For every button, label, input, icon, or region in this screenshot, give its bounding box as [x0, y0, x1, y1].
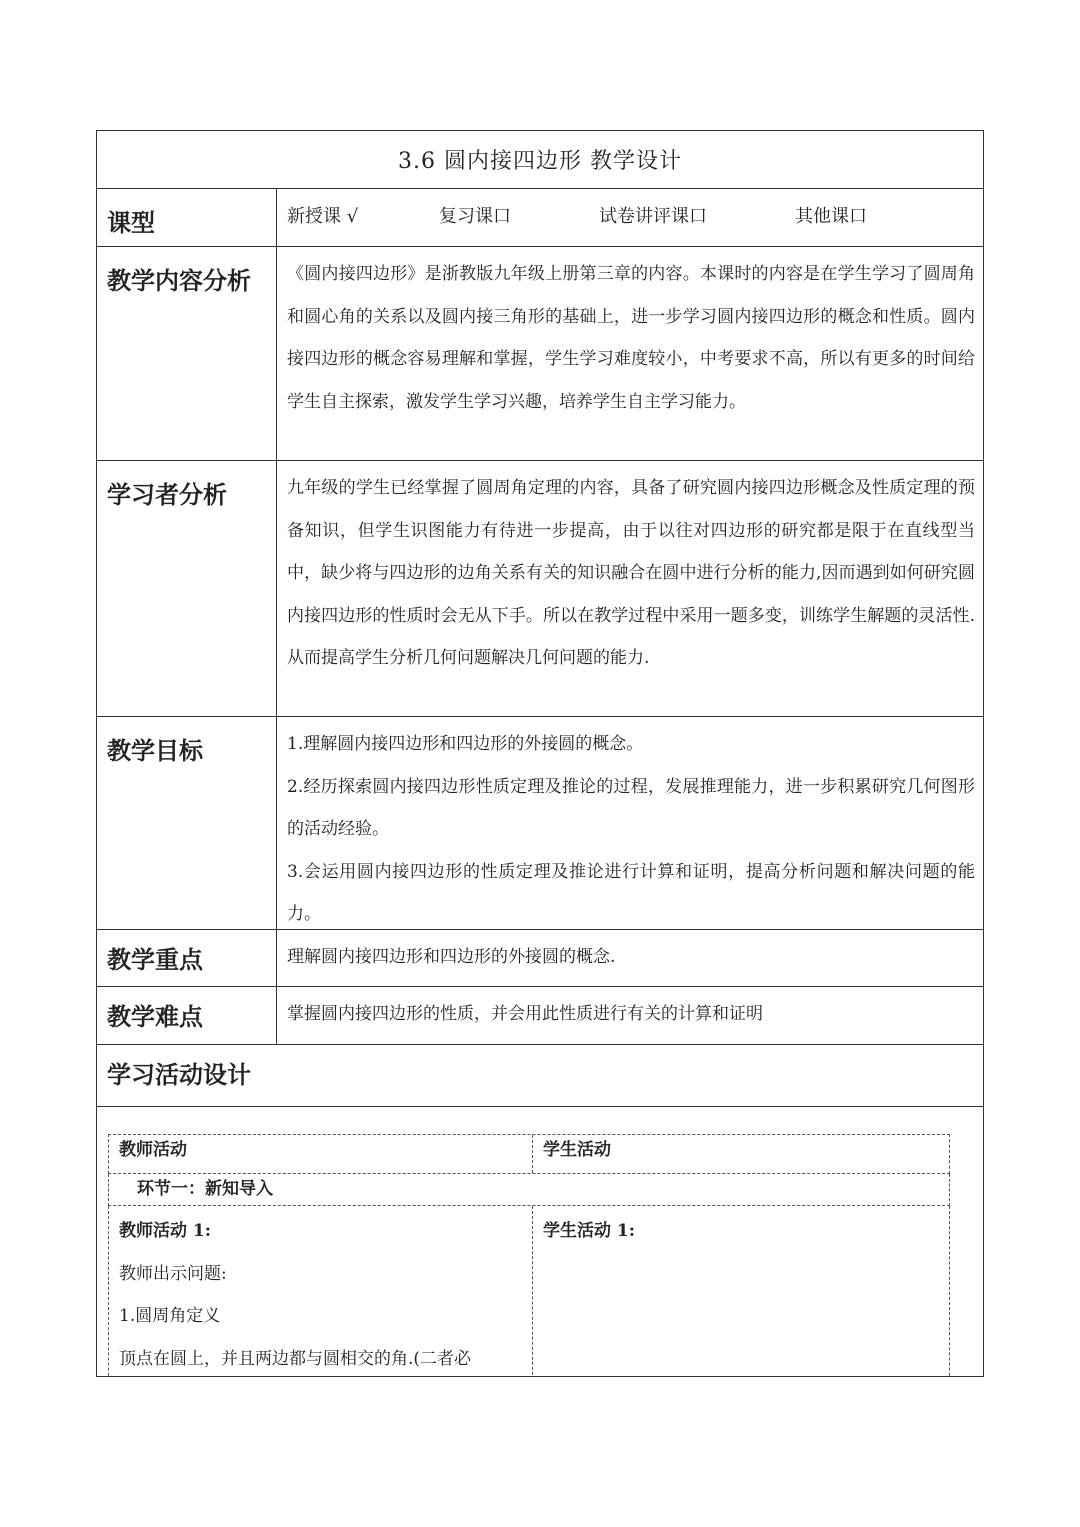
lesson-type-label: 课型: [97, 189, 277, 246]
content-analysis-label: 教学内容分析: [97, 247, 277, 460]
teacher-activity-title: 教师活动 1:: [119, 1221, 212, 1241]
teacher-activity-line: 教师出示问题:: [119, 1263, 227, 1284]
objective-item: 2.经历探索圆内接四边形性质定理及推论的过程，发展推理能力，进一步积累研究几何图形的活动经验。: [287, 776, 975, 840]
key-point-row: [97, 930, 983, 987]
activities-title: 学习活动设计: [107, 1060, 251, 1089]
option-other: 其他课口: [795, 206, 867, 227]
option-review: 复习课口: [439, 206, 511, 227]
learner-analysis-label: 学习者分析: [97, 461, 277, 716]
learner-analysis-text: 九年级的学生已经掌握了圆周角定理的内容，具备了研究圆内接四边形概念及性质定理的预备知识，但学生识图能力有待进一步提高，由于以往对四边形的研究都是限于在直线型当中，缺少将与四边形的边角关系有关的知识融合在圆中进行分析的能力,因而遇到如何研究圆内接四边形的性质时会无从下手。所以在教学过程中采用一题多变，训练学生解题的灵活性.从而提高学生分析几何问题解决几何问题的能力.: [287, 478, 975, 669]
section-row: [108, 1174, 950, 1206]
difficulty-row: [97, 987, 983, 1045]
student-activity-header: 学生活动: [543, 1140, 611, 1160]
key-point-text: 理解圆内接四边形和四边形的外接圆的概念.: [287, 947, 616, 967]
option-exam-review: 试卷讲评课口: [599, 206, 707, 227]
student-activity-title: 学生活动 1:: [543, 1221, 636, 1241]
objective-item: 3.会运用圆内接四边形的性质定理及推论进行计算和证明，提高分析问题和解决问题的能力。: [287, 861, 975, 925]
lesson-type-options: [277, 189, 983, 246]
document-title: 3.6 圆内接四边形 教学设计: [97, 131, 983, 189]
teacher-activity-line: 1.圆周角定义: [119, 1306, 221, 1327]
content-analysis-text: 《圆内接四边形》是浙教版九年级上册第三章的内容。本课时的内容是在学生学习了圆周角和圆心角的关系以及圆内接三角形的基础上，进一步学习圆内接四边形的概念和性质。圆内接四边形的概念容易理解和掌握，学生学习难度较小，中考要求不高，所以有更多的时间给学生自主探索，激发学生学习兴趣，培养学生自主学习能力。: [287, 264, 975, 412]
objectives-list: [277, 717, 983, 929]
activities-header-row: [97, 1045, 983, 1107]
option-new-lesson: 新授课 √: [287, 206, 359, 227]
learner-analysis-row: [97, 461, 983, 717]
activity-body-row: [108, 1206, 950, 1377]
lesson-plan-table: [96, 130, 984, 1377]
teacher-activity-header: 教师活动: [109, 1135, 533, 1173]
lesson-type-row: [97, 189, 983, 247]
activities-header: [108, 1134, 950, 1174]
content-analysis-row: [97, 247, 983, 461]
difficulty-text: 掌握圆内接四边形的性质，并会用此性质进行有关的计算和证明: [287, 1004, 763, 1024]
activities-table: [108, 1134, 950, 1377]
teacher-activity-line: 顶点在圆上，并且两边都与圆相交的角.(二者必: [119, 1348, 472, 1369]
section-title: 环节一：新知导入: [137, 1179, 273, 1199]
teacher-activity-content: [109, 1206, 533, 1377]
objective-item: 1.理解圆内接四边形和四边形的外接圆的概念。: [287, 734, 644, 754]
difficulty-label: 教学难点: [97, 987, 277, 1044]
objectives-row: [97, 717, 983, 930]
key-point-label: 教学重点: [97, 930, 277, 986]
student-activity-content: [533, 1206, 949, 1377]
objectives-label: 教学目标: [97, 717, 277, 929]
